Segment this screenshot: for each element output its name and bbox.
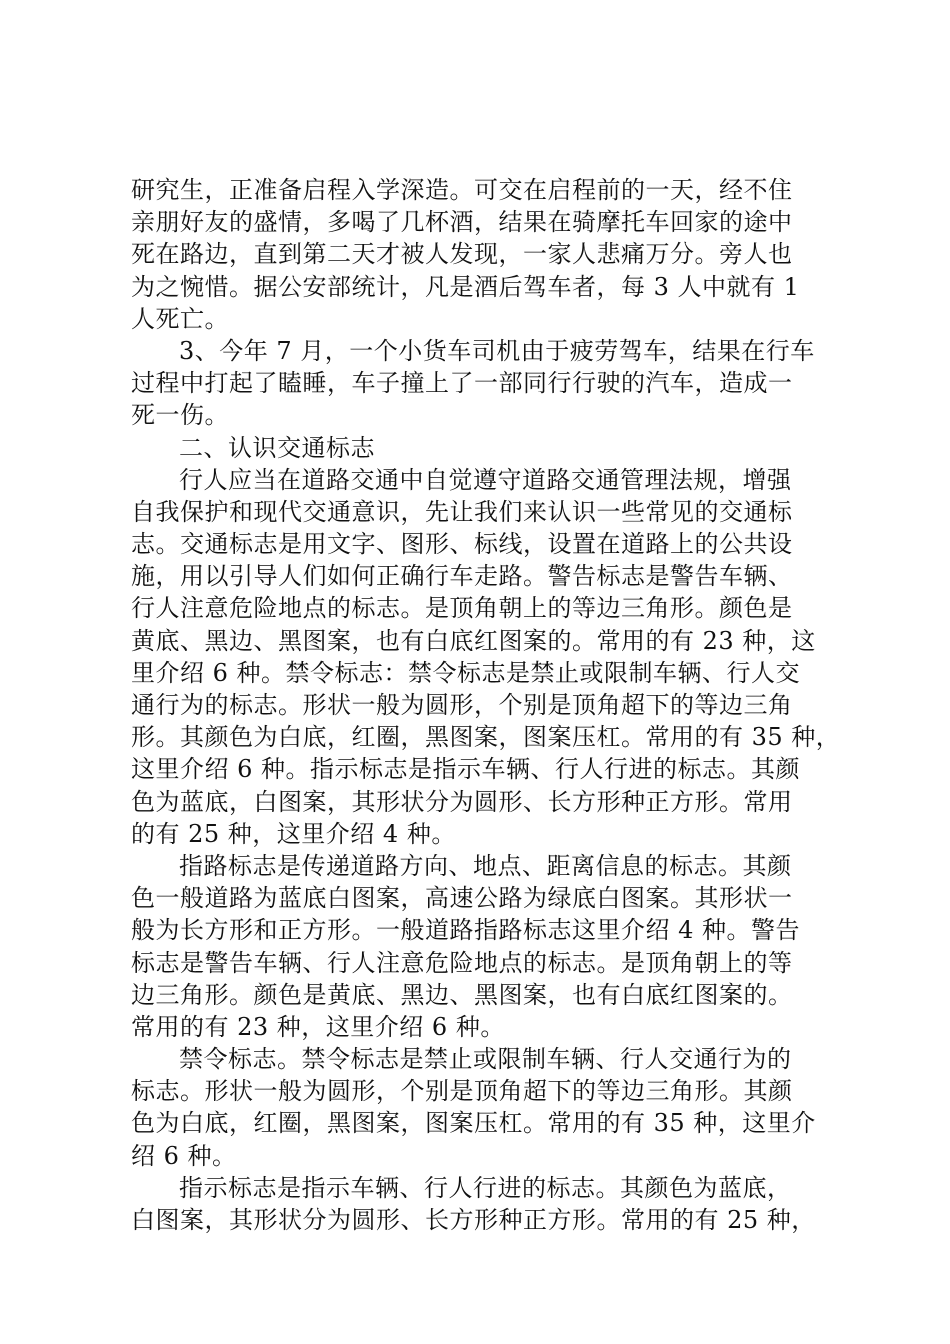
text-line: 死一伤。 [131,401,229,430]
text-line: 通行为的标志。形状一般为圆形，个别是顶角超下的等边三角 [131,691,793,719]
text-line: 施，用以引导人们如何正确行车走路。警告标志是警告车辆、 [131,562,793,591]
text-line: 亲朋好友的盛情，多喝了几杯酒，结果在骑摩托车回家的途中 [131,208,793,237]
text-line: 过程中打起了瞌睡，车子撞上了一部同行行驶的汽车，造成一 [131,369,793,398]
text-line: 标志是警告车辆、行人注意危险地点的标志。是顶角朝上的等 [131,948,793,977]
paragraph-first-line: 行人应当在道路交通中自觉遵守道路交通管理法规，增强 [179,465,792,494]
document-body [131,174,841,1236]
paragraph-first-line: 指示标志是指示车辆、行人行进的标志。其颜色为蓝底， [179,1173,792,1202]
text-line: 行人注意危险地点的标志。是顶角朝上的等边三角形。颜色是 [131,594,793,623]
text-line: 里介绍 6 种。禁令标志：禁令标志是禁止或限制车辆、行人交 [131,658,801,687]
paragraph-first-line: 禁令标志。禁令标志是禁止或限制车辆、行人交通行为的 [179,1045,792,1074]
text-line: 研究生，正准备启程入学深造。可交在启程前的一天，经不住 [131,176,793,204]
text-line: 人死亡。 [131,304,229,333]
text-line: 标志。形状一般为圆形，个别是顶角超下的等边三角形。其颜 [131,1077,793,1106]
paragraph-first-line: 3、今年 7 月，一个小货车司机由于疲劳驾车，结果在行车 [179,336,815,365]
text-line: 色一般道路为蓝底白图案，高速公路为绿底白图案。其形状一 [131,884,793,913]
text-line: 绍 6 种。 [131,1141,237,1170]
text-line: 边三角形。颜色是黄底、黑边、黑图案，也有白底红图案的。 [131,980,793,1009]
text-line: 色为蓝底，白图案，其形状分为圆形、长方形种正方形。常用 [131,787,793,816]
text-line: 为之惋惜。据公安部统计，凡是酒后驾车者，每 3 人中就有 1 [131,272,800,301]
text-line: 自我保护和现代交通意识，先让我们来认识一些常见的交通标 [131,497,793,526]
text-line: 般为长方形和正方形。一般道路指路标志这里介绍 4 种。警告 [131,916,801,945]
text-line: 这里介绍 6 种。指示标志是指示车辆、行人行进的标志。其颜 [131,755,801,784]
text-line: 白图案，其形状分为圆形、长方形种正方形。常用的有 25 种， [131,1206,816,1234]
text-line: 志。交通标志是用文字、图形、标线，设置在道路上的公共设 [131,530,793,559]
text-line: 黄底、黑边、黑图案，也有白底红图案的。常用的有 23 种，这 [131,626,816,655]
text-line: 形。其颜色为白底，红圈，黑图案，图案压杠。常用的有 35 种， [131,723,841,752]
text-line: 的有 25 种，这里介绍 4 种。 [131,819,456,848]
text-line: 色为白底，红圈，黑图案，图案压杠。常用的有 35 种，这里介 [131,1109,816,1138]
text-line: 死在路边，直到第二天才被人发现，一家人悲痛万分。旁人也 [131,240,793,269]
paragraph-first-line: 二、认识交通标志 [179,433,375,462]
paragraph-first-line: 指路标志是传递道路方向、地点、距离信息的标志。其颜 [179,851,792,880]
text-line: 常用的有 23 种，这里介绍 6 种。 [131,1012,505,1041]
